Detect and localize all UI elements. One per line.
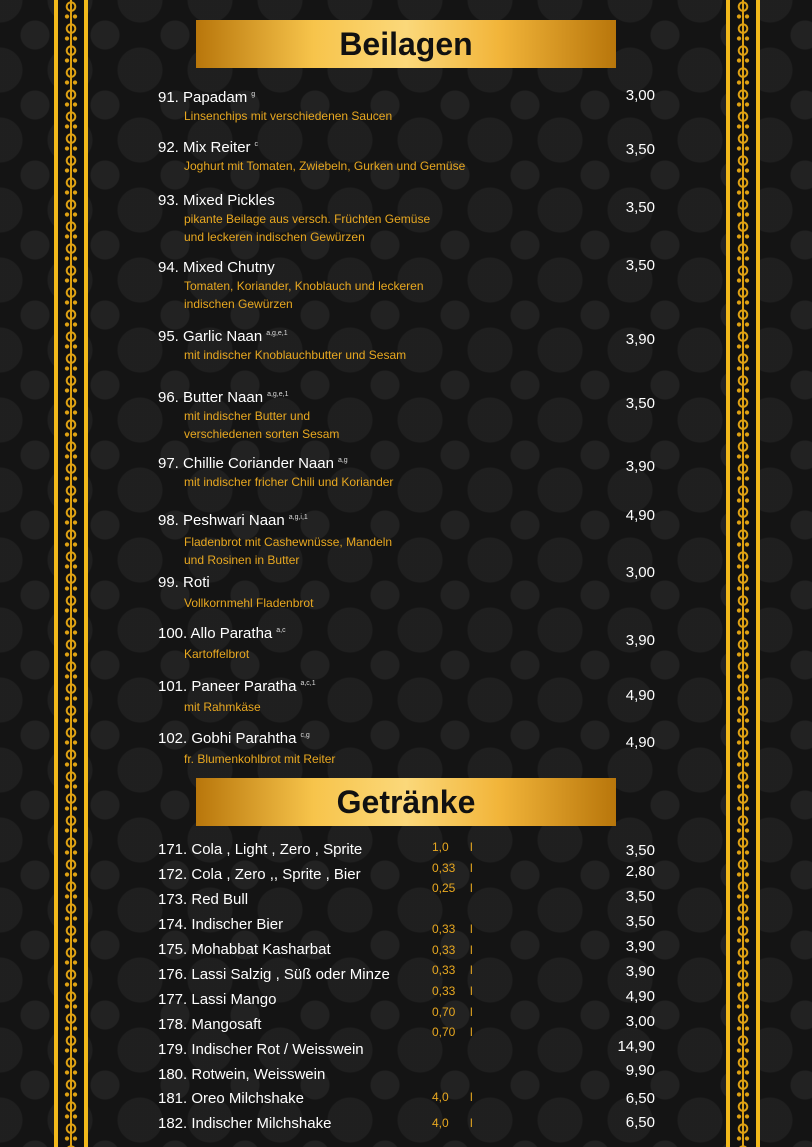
left-ornamental-border bbox=[54, 0, 88, 1147]
item-price: 3,50 bbox=[625, 395, 655, 412]
item-name: 92. Mix Reiter bbox=[158, 139, 251, 156]
drink-name: 175. Mohabbat Kasharbat bbox=[158, 941, 331, 958]
drink-name: 177. Lassi Mango bbox=[158, 991, 277, 1008]
drink-name: 181. Oreo Milchshake bbox=[158, 1090, 304, 1107]
item-description: Joghurt mit Tomaten, Zwiebeln, Gurken und Gemüse bbox=[184, 159, 466, 173]
drink-name: 178. Mangosaft bbox=[158, 1016, 262, 1033]
drink-price: 3,50 bbox=[625, 842, 655, 859]
drink-name: 171. Cola , Light , Zero , Sprite bbox=[158, 841, 363, 858]
drink-unit: l bbox=[470, 861, 473, 875]
drink-volume: 4,0 bbox=[432, 1090, 449, 1104]
allergen-codes: c bbox=[254, 141, 259, 148]
item-price: 3,90 bbox=[625, 331, 655, 348]
item-name: 94. Mixed Chutny bbox=[158, 259, 275, 276]
item-price: 3,90 bbox=[625, 458, 655, 475]
drink-unit: l bbox=[470, 922, 473, 936]
drink-unit: l bbox=[470, 840, 473, 854]
drink-volume: 0,33 bbox=[432, 963, 456, 977]
drink-price: 14,90 bbox=[617, 1038, 655, 1055]
drink-price: 3,50 bbox=[625, 913, 655, 930]
getraenke-title: Getränke bbox=[336, 783, 476, 820]
drink-unit: l bbox=[470, 1116, 473, 1130]
item-name: 100. Allo Paratha bbox=[158, 625, 273, 642]
allergen-codes: a,g,i,1 bbox=[288, 514, 308, 521]
item-price: 4,90 bbox=[625, 507, 655, 524]
drink-volume: 4,0 bbox=[432, 1116, 449, 1130]
drink-price: 3,90 bbox=[625, 963, 655, 980]
drink-price: 6,50 bbox=[625, 1114, 655, 1131]
item-description: und leckeren indischen Gewürzen bbox=[184, 230, 365, 244]
item-name: 97. Chillie Coriander Naan bbox=[158, 455, 334, 472]
item-description: und Rosinen in Butter bbox=[184, 553, 300, 567]
item-name: 102. Gobhi Parahtha bbox=[158, 730, 297, 747]
drink-unit: l bbox=[470, 1090, 473, 1104]
drink-unit: l bbox=[470, 1005, 473, 1019]
item-price: 3,00 bbox=[625, 87, 655, 104]
drink-price: 6,50 bbox=[625, 1090, 655, 1107]
item-name: 99. Roti bbox=[158, 574, 210, 591]
allergen-codes: a,c bbox=[276, 627, 286, 634]
drink-name: 179. Indischer Rot / Weisswein bbox=[158, 1041, 364, 1058]
allergen-codes: a,g bbox=[337, 457, 348, 464]
item-name: 91. Papadam bbox=[158, 89, 248, 106]
drink-name: 180. Rotwein, Weisswein bbox=[158, 1066, 326, 1083]
drink-volume: 1,0 bbox=[432, 840, 449, 854]
drink-name: 173. Red Bull bbox=[158, 891, 249, 908]
drink-volume: 0,33 bbox=[432, 984, 456, 998]
right-ornamental-border bbox=[726, 0, 760, 1147]
item-description: Fladenbrot mit Cashewnüsse, Mandeln bbox=[184, 535, 393, 549]
drink-price: 3,50 bbox=[625, 888, 655, 905]
item-description: mit indischer fricher Chili und Koriander bbox=[184, 475, 394, 489]
drink-volume: 0,25 bbox=[432, 881, 456, 895]
item-description: mit indischer Butter und bbox=[184, 409, 311, 423]
item-price: 3,50 bbox=[625, 257, 655, 274]
item-name: 98. Peshwari Naan bbox=[158, 512, 285, 529]
item-price: 3,50 bbox=[625, 141, 655, 158]
item-price: 4,90 bbox=[625, 734, 655, 751]
item-description: Tomaten, Koriander, Knoblauch und leckeren bbox=[184, 279, 424, 293]
item-description: mit Rahmkäse bbox=[184, 700, 261, 714]
beilagen-title: Beilagen bbox=[339, 25, 473, 62]
drink-unit: l bbox=[470, 963, 473, 977]
drink-price: 3,00 bbox=[625, 1013, 655, 1030]
allergen-codes: g bbox=[251, 91, 256, 98]
drink-name: 172. Cola , Zero ,, Sprite , Bier bbox=[158, 866, 361, 883]
drink-unit: l bbox=[470, 943, 473, 957]
drink-volume: 0,70 bbox=[432, 1005, 456, 1019]
drink-volume: 0,70 bbox=[432, 1025, 456, 1039]
drink-name: 174. Indischer Bier bbox=[158, 916, 284, 933]
item-name: 93. Mixed Pickles bbox=[158, 192, 275, 209]
drink-volume: 0,33 bbox=[432, 922, 456, 936]
drink-price: 9,90 bbox=[625, 1062, 655, 1079]
drink-name: 176. Lassi Salzig , Süß oder Minze bbox=[158, 966, 390, 983]
drink-price: 3,90 bbox=[625, 938, 655, 955]
allergen-codes: a,c,1 bbox=[300, 680, 316, 687]
allergen-codes: c,g bbox=[300, 732, 310, 739]
allergen-codes: a,g,e,1 bbox=[266, 330, 288, 337]
item-description: fr. Blumenkohlbrot mit Reiter bbox=[184, 752, 336, 766]
item-description: mit indischer Knoblauchbutter und Sesam bbox=[184, 348, 407, 362]
item-price: 3,90 bbox=[625, 632, 655, 649]
beilagen-banner bbox=[196, 20, 616, 68]
drink-volume: 0,33 bbox=[432, 943, 456, 957]
drink-unit: l bbox=[470, 984, 473, 998]
item-description: Kartoffelbrot bbox=[184, 647, 250, 661]
drink-name: 182. Indischer Milchshake bbox=[158, 1115, 332, 1132]
getraenke-banner bbox=[196, 778, 616, 826]
menu-item bbox=[158, 189, 658, 246]
item-description: Linsenchips mit verschiedenen Saucen bbox=[184, 109, 393, 123]
drink-volume: 0,33 bbox=[432, 861, 456, 875]
item-name: 101. Paneer Paratha bbox=[158, 678, 297, 695]
right-border-pattern bbox=[733, 0, 753, 1147]
item-name: 96. Butter Naan bbox=[158, 389, 264, 406]
item-price: 4,90 bbox=[625, 687, 655, 704]
item-description: Vollkornmehl Fladenbrot bbox=[184, 596, 314, 610]
item-description: verschiedenen sorten Sesam bbox=[184, 427, 340, 441]
left-border-pattern bbox=[61, 0, 81, 1147]
item-price: 3,00 bbox=[625, 564, 655, 581]
drink-price: 2,80 bbox=[625, 863, 655, 880]
allergen-codes: a,g,e,1 bbox=[267, 391, 289, 398]
drink-unit: l bbox=[470, 1025, 473, 1039]
item-description: indischen Gewürzen bbox=[184, 297, 293, 311]
item-description: pikante Beilage aus versch. Früchten Gemüse bbox=[184, 212, 431, 226]
drink-price: 4,90 bbox=[625, 988, 655, 1005]
drink-unit: l bbox=[470, 881, 473, 895]
item-name: 95. Garlic Naan bbox=[158, 328, 263, 345]
item-price: 3,50 bbox=[625, 199, 655, 216]
